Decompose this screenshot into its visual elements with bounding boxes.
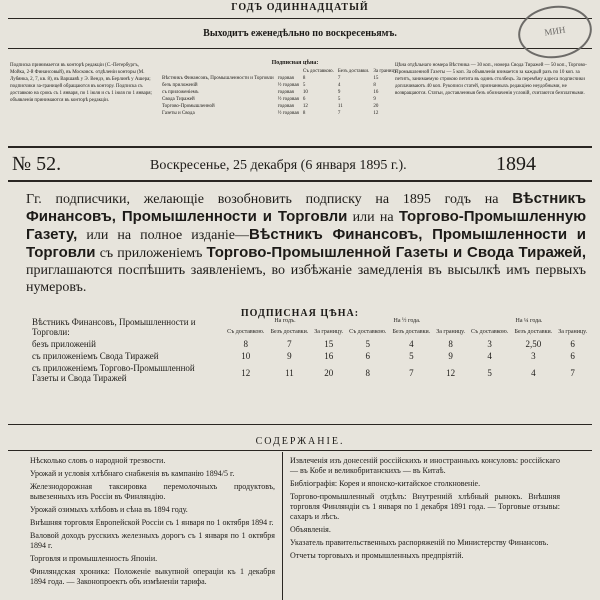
mini-cell: 6 xyxy=(302,97,306,102)
column-header: За границу. xyxy=(436,329,466,335)
table-row xyxy=(30,362,590,384)
price-cell: 8 xyxy=(365,368,370,378)
price-cell: 6 xyxy=(570,351,575,361)
column-header: Безъ доставки. xyxy=(270,329,309,335)
contents-item: Библіографія: Корея и японско-китайское столкновеніе. xyxy=(290,479,481,488)
table-row xyxy=(160,96,399,103)
contents-item: Урожай озимыхъ хлѣбовъ и сѣна въ 1894 году. xyxy=(30,505,188,514)
table-row xyxy=(160,103,399,110)
info-right-column: Цѣна отдѣльнаго номера Вѣстника — 30 коп., номера Свода Тиражей — 50 коп., Торгово-Промышленной Газеты — 5 коп. За объявленія взимается за каждый разъ по 10 коп. за петитъ, занимаемую строкою петита въ одинъ столбецъ. За перемѣну адреса подписчики доплачиваютъ 40 коп. Рукописи статей, признанныхъ редакціею неудобными, не возвращаются. Статьи, доставленныя безъ обозначенія условій, считаются безплатными. xyxy=(395,63,587,96)
mini-cell: 11 xyxy=(337,104,343,109)
price-cell: 3 xyxy=(487,339,492,349)
announcement-title: Вѣстникъ Финансовъ, Промышленности и Торговли xyxy=(26,226,587,261)
column-header: Съ доставкою. xyxy=(349,329,387,335)
price-cell: 7 xyxy=(287,339,292,349)
contents-item: Внѣшняя торговля Европейской Россіи съ 1 января по 1 октября 1894 г. xyxy=(30,518,274,527)
mini-cell: 15 xyxy=(373,76,379,81)
price-table xyxy=(30,316,590,384)
price-cell: 8 xyxy=(243,339,248,349)
mini-cell: 4 xyxy=(337,83,341,88)
contents-item: Торгово-промышленный отдѣлъ: Внутренній хлѣбный рынокъ. Внѣшняя торговля Финляндіи съ 1 января по 1 декабря 1891 года. — Торговые отзывы: сахаръ и лѣсъ. xyxy=(290,492,560,521)
price-cell: 5 xyxy=(365,339,370,349)
contents-item: Железнодорожная таксировка перемолочныхъ продуктовъ, вывезенныхъ изъ Россіи въ Финляндію. xyxy=(30,482,275,501)
divider xyxy=(8,18,592,19)
mini-cell: ½ годовая xyxy=(277,83,299,88)
price-cell: 4 xyxy=(531,368,536,378)
mini-cell: 12 xyxy=(302,104,308,109)
divider xyxy=(8,48,592,49)
mini-cell: Газеты и Свода xyxy=(162,111,195,116)
column-divider xyxy=(282,452,283,600)
frequency-line: Выходитъ еженедѣльно по воскресеньямъ. xyxy=(203,28,397,39)
price-cell: 8 xyxy=(448,339,453,349)
column-header: Безъ доставки. xyxy=(514,329,553,335)
announcement-text: Гг. подписчики, желающіе возобновить подписку на 1895 годъ на xyxy=(26,192,499,207)
row-label: съ приложеніемъ Торгово-Промышленной Газеты и Свода Тиражей xyxy=(32,363,195,383)
price-cell: 15 xyxy=(324,339,334,349)
column-header: За границу. xyxy=(314,329,344,335)
price-cell: 4 xyxy=(409,339,414,349)
price-cell: 9 xyxy=(448,351,453,361)
mini-header xyxy=(160,68,276,75)
mini-cell: ½ годовая xyxy=(277,111,299,116)
announcement-text: или на полное изданіе— xyxy=(86,228,249,243)
mini-cell: 5 xyxy=(337,97,341,102)
contents-item: Извлеченія изъ донесеній россійскихъ и иностранныхъ консуловъ: россійскаго — въ Кобе и великобританскихъ — въ Китаѣ. xyxy=(290,456,560,475)
contents-item: Урожай и условія хлѣбнаго снабженія въ кампанію 1894/5 г. xyxy=(30,469,235,478)
price-cell: 10 xyxy=(241,351,251,361)
contents-left-column xyxy=(30,456,275,590)
column-header: Съ доставкою. xyxy=(227,329,265,335)
mini-cell: Торгово-Промышленной xyxy=(162,104,215,109)
mini-price-table xyxy=(160,68,399,117)
mini-cell: годовая xyxy=(277,90,294,95)
contents-item: Указатель правительственныхъ распоряженій по Министерству Финансовъ. xyxy=(290,538,549,547)
announcement-title: Торгово-Промышленной Газеты и Свода Тиражей, xyxy=(206,244,586,261)
price-cell: 4 xyxy=(487,351,492,361)
table-row xyxy=(160,89,399,96)
announcement-text: съ приложеніемъ xyxy=(99,246,203,261)
contents-right-column xyxy=(290,456,560,564)
price-cell: 3 xyxy=(531,351,536,361)
mini-cell: 9 xyxy=(373,97,376,102)
mini-cell: Свода Тиражей xyxy=(162,97,195,102)
price-cell: 12 xyxy=(446,368,456,378)
mini-cell: 7 xyxy=(337,111,341,116)
announcement-text: приглашаются поспѣшить заявленіемъ, во избѣжаніе замедленія въ высылкѣ имъ первыхъ нумеровъ. xyxy=(26,263,586,295)
column-header: За границу. xyxy=(558,329,588,335)
mini-cell: 9 xyxy=(337,90,341,95)
issue-date: Воскресенье, 25 декабря (6 января 1895 г.). xyxy=(150,158,407,173)
mini-cell: 10 xyxy=(302,90,308,95)
mini-header xyxy=(276,68,301,75)
column-header: Съ доставкою. xyxy=(471,329,509,335)
announcement-title: Торгово-Промышленную Газету, xyxy=(26,208,587,243)
divider xyxy=(8,424,592,425)
mini-cell: годовая xyxy=(277,76,294,81)
price-cell: 11 xyxy=(285,368,294,378)
mini-cell: безъ приложеній xyxy=(162,83,198,88)
mini-cell: съ приложеніемъ xyxy=(162,90,199,95)
row-label: съ приложеніемъ Свода Тиражей xyxy=(32,351,159,361)
price-cell: 6 xyxy=(365,351,370,361)
price-table-title: ПОДПИСНАЯ ЦѢНА: xyxy=(240,308,360,319)
divider xyxy=(8,180,592,182)
price-cell: 16 xyxy=(324,351,334,361)
mini-cell: 8 xyxy=(302,76,306,81)
contents-item: Объявленія. xyxy=(290,525,331,534)
price-row-header: Вѣстникъ Финансовъ, Промышленности и Торговли: xyxy=(32,317,196,337)
mini-cell: 5 xyxy=(302,83,306,88)
price-cell: 12 xyxy=(241,368,251,378)
column-header: Безъ доставки. xyxy=(392,329,431,335)
divider xyxy=(8,450,592,451)
announcement-title: Вѣстникъ Финансовъ, Промышленности и Торговли xyxy=(26,190,587,225)
row-label: безъ приложеній xyxy=(32,339,96,349)
price-cell: 20 xyxy=(324,368,334,378)
mini-cell: Вѣстникъ Финансовъ, Промышленности и Торговли xyxy=(162,76,274,81)
issue-year: 1894 xyxy=(496,153,536,175)
contents-title: СОДЕРЖАНІЕ. xyxy=(255,436,345,447)
group-header: На ½ года. xyxy=(393,318,421,324)
price-cell: 9 xyxy=(287,351,292,361)
price-cell: 7 xyxy=(409,368,414,378)
subscription-price-heading: Подписная цѣна: xyxy=(271,60,319,66)
mini-header: За границу. xyxy=(373,69,398,74)
contents-item: Валовой доходъ русскихъ железныхъ дорогъ съ 1 января по 1 октября 1894 г. xyxy=(30,531,275,550)
price-cell: 2,50 xyxy=(525,339,542,349)
group-header: На ¼ года. xyxy=(515,318,543,324)
table-row xyxy=(160,75,399,82)
mini-cell: 8 xyxy=(302,111,306,116)
issue-number: № 52. xyxy=(12,153,62,175)
table-row xyxy=(160,82,399,89)
mini-cell: годовая xyxy=(277,104,294,109)
library-stamp: МИН xyxy=(515,1,596,63)
contents-item: Финляндская хроника: Положеніе выкупной операціи къ 1 декабря 1894 года. — Законопроектъ объ измѣненіи тарифа. xyxy=(30,567,275,586)
mini-cell: 7 xyxy=(337,76,341,81)
mini-cell: 12 xyxy=(373,111,379,116)
price-cell: 5 xyxy=(409,351,414,361)
mini-header: Безъ доставки. xyxy=(337,69,370,74)
mini-cell: 8 xyxy=(373,83,376,88)
announcement-text: или на xyxy=(352,210,394,225)
contents-item: Отчеты торговыхъ и промышленныхъ предпріятій. xyxy=(290,551,464,560)
table-row xyxy=(30,338,590,350)
group-header: На годъ. xyxy=(274,318,296,324)
year-line: ГОДЪ ОДИННАДЦАТЫЙ xyxy=(231,2,369,13)
info-left-column: Подписка принимается въ конторѣ редакціи (С.-Петербургъ, Мойка, 2-й Финансовый), въ Московск. отдѣленіи конторы (М. Лубянка, 2, 7, кв. 8), въ Варшавѣ у Э. Вендэ, въ Берлинѣ у Ашера; подписчики за-границей обращаются въ контору. Подписка съ доставкою на срокъ съ 1 января, по 1 іюля и съ 1 іюля по 1 января; объявленія принимаются въ конторѣ редакціи. xyxy=(10,63,152,103)
price-cell: 5 xyxy=(487,368,492,378)
table-row xyxy=(160,110,399,117)
mini-cell: 20 xyxy=(373,104,379,109)
mini-cell: 16 xyxy=(373,90,379,95)
mini-cell: ½ годовая xyxy=(277,97,299,102)
contents-item: Нѣсколько словъ о народной трезвости. xyxy=(30,456,166,465)
price-cell: 7 xyxy=(570,368,575,378)
price-cell: 6 xyxy=(570,339,575,349)
table-row xyxy=(30,350,590,362)
mini-header: Съ доставкою. xyxy=(302,69,334,74)
divider xyxy=(8,146,592,148)
subscription-announcement xyxy=(26,190,586,296)
contents-item: Торговля и промышленность Японіи. xyxy=(30,554,158,563)
